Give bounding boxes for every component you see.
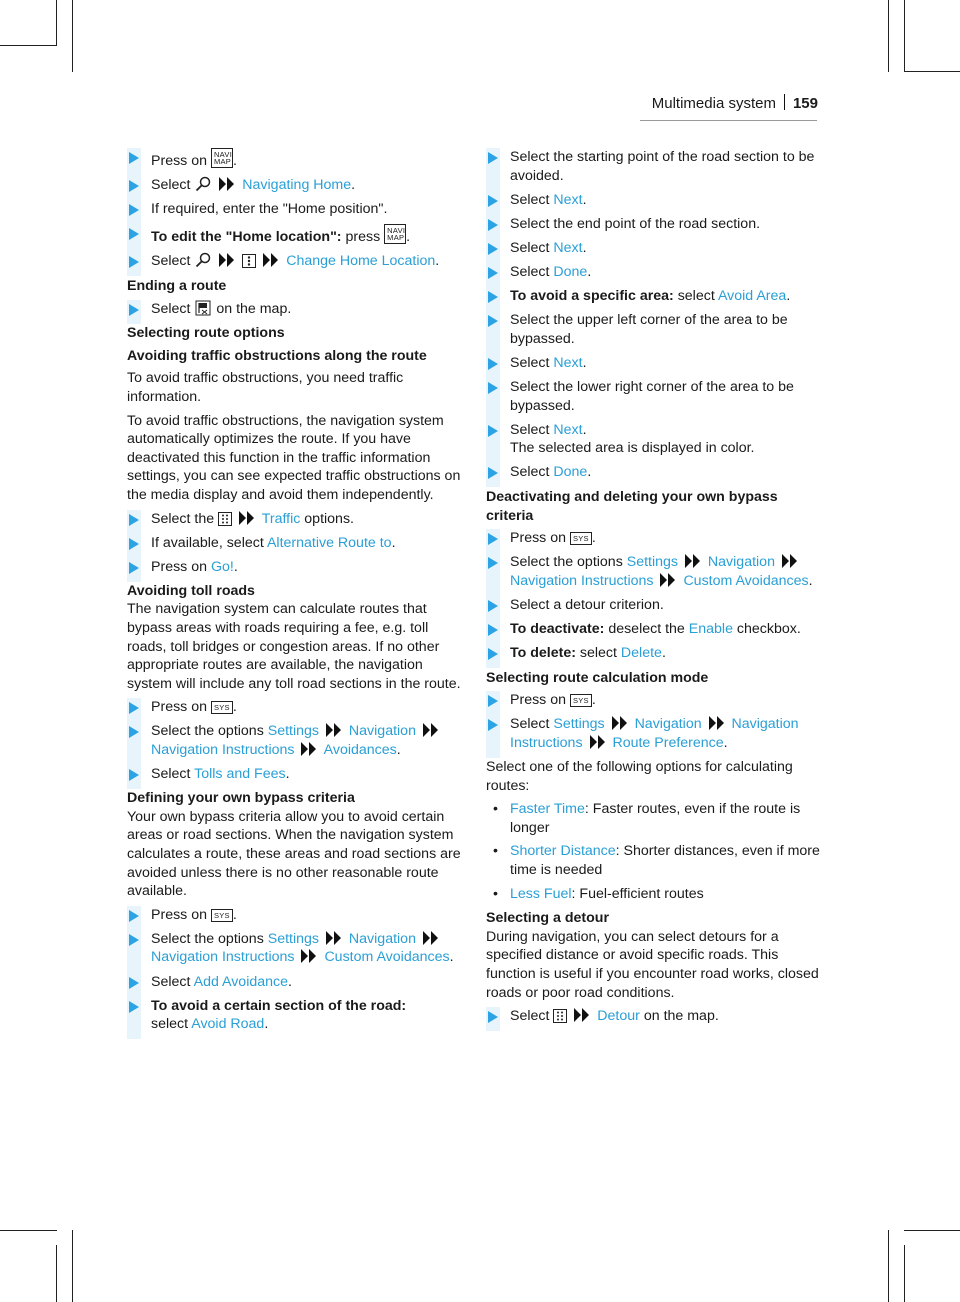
step: To avoid a specific area: select Avoid Area. (486, 287, 821, 306)
sys-key-icon: SYS (211, 909, 233, 922)
menu-item-link[interactable]: Next (553, 239, 583, 256)
step: Select the starting point of the road section to be avoided. (486, 148, 821, 185)
subsection-heading: Deactivating and deleting your own bypass criteria (486, 488, 778, 524)
step-arrow-icon (488, 152, 498, 164)
double-chevron-icon (781, 553, 799, 569)
crop-mark (0, 45, 57, 46)
crop-mark (888, 1230, 889, 1302)
menu-item-link[interactable]: Go! (210, 558, 234, 575)
menu-item-link[interactable]: Navigation Instructions (151, 742, 295, 759)
double-chevron-icon (708, 715, 726, 731)
step-arrow-icon (488, 600, 498, 612)
step: Select the end point of the road section. (486, 215, 821, 234)
step: To deactivate: deselect the Enable checkbox. (486, 620, 821, 639)
menu-item-link[interactable]: Done (553, 464, 588, 481)
left-column (127, 148, 462, 1039)
section-heading: Selecting route options (127, 325, 285, 342)
step-arrow-icon (129, 1001, 139, 1013)
step: If available, select Alternative Route to. (127, 534, 462, 553)
step: Select the options Settings Navigation Navigation Instructions Avoidances. (127, 722, 462, 759)
double-chevron-icon (218, 176, 236, 192)
step-arrow-icon (488, 315, 498, 327)
step-arrow-icon (129, 256, 139, 268)
sys-key-icon: SYS (570, 532, 592, 545)
menu-item-link[interactable]: Next (553, 421, 583, 438)
double-chevron-icon (300, 948, 318, 964)
menu-item-link[interactable]: Navigating Home (242, 177, 352, 194)
step-arrow-icon (488, 624, 498, 636)
list-item: • Faster Time: Faster routes, even if the route is longer (493, 801, 801, 836)
search-icon (195, 252, 211, 268)
menu-item-link[interactable]: Enable (688, 620, 733, 637)
step: Select Next. (486, 191, 821, 210)
step-arrow-icon (129, 514, 139, 526)
crop-mark (0, 1230, 57, 1231)
more-options-icon (242, 254, 256, 268)
subsection-heading: Avoiding toll roads (127, 582, 255, 599)
step-arrow-icon (129, 910, 139, 922)
double-chevron-icon (325, 722, 343, 738)
list-item: • Shorter Distance: Shorter distances, even if more time is needed (493, 843, 820, 878)
step-arrow-icon (488, 695, 498, 707)
menu-item-link[interactable]: Settings (553, 716, 605, 733)
step: Select Add Avoidance. (127, 973, 462, 992)
step-arrow-icon (488, 219, 498, 231)
step-arrow-icon (488, 382, 498, 394)
menu-item-link[interactable]: Avoid Area (717, 288, 787, 305)
step: Select Done. (486, 463, 821, 482)
step: Select the options Settings Navigation Navigation Instructions Custom Avoidances. (127, 930, 462, 967)
menu-item-link[interactable]: Navigation (348, 930, 416, 947)
paragraph: During navigation, you can select detours for a specified distance or avoid specific roads. This function is useful if you encounter road works, closed roads or poor road conditions. (486, 928, 819, 1001)
step-arrow-icon (488, 243, 498, 255)
step: Press on SYS . (486, 529, 821, 548)
double-chevron-icon (573, 1007, 591, 1023)
grid-menu-icon (218, 512, 232, 526)
subsection-heading: Selecting route calculation mode (486, 669, 709, 686)
bullet-dot-icon: • (493, 801, 498, 818)
menu-item-link[interactable]: Next (553, 191, 583, 208)
step-arrow-icon (129, 152, 139, 164)
step-arrow-icon (129, 538, 139, 550)
step: Select Next. (486, 354, 821, 373)
step-arrow-icon (488, 195, 498, 207)
step-arrow-icon (488, 291, 498, 303)
menu-item-link[interactable]: Settings (267, 723, 320, 740)
crop-mark (904, 1230, 960, 1231)
double-chevron-icon (300, 741, 318, 757)
section-title: Multimedia system (651, 95, 776, 112)
crop-mark (904, 71, 960, 72)
sys-key-icon: SYS (211, 701, 233, 714)
step-arrow-icon (488, 425, 498, 437)
menu-item-link[interactable]: Route Preference (612, 734, 724, 751)
step: Select Navigating Home. (127, 176, 462, 195)
paragraph: Select one of the following options for calculating routes: (486, 759, 793, 794)
crop-mark (904, 1245, 905, 1302)
menu-item-link[interactable]: Navigation Instructions (510, 716, 799, 751)
step: Select Next. (486, 239, 821, 258)
menu-item-link[interactable]: Navigation Instructions (510, 572, 654, 589)
step: Select Done. (486, 263, 821, 282)
double-chevron-icon (659, 572, 677, 588)
menu-item-link[interactable]: Done (553, 263, 588, 280)
step-arrow-icon (129, 977, 139, 989)
menu-item-link[interactable]: Avoidances (323, 742, 397, 759)
double-chevron-icon (218, 252, 236, 268)
step: To edit the "Home location": press NAVI MAP . (127, 224, 462, 247)
sys-key-icon: SYS (570, 694, 592, 707)
list-item: • Less Fuel: Fuel-efficient routes (493, 885, 704, 902)
step: Select a detour criterion. (486, 596, 821, 615)
bullet-dot-icon: • (493, 885, 498, 902)
step: Select Next. The selected area is displayed in color. (486, 421, 821, 458)
end-route-flag-icon (195, 300, 211, 316)
menu-item-link[interactable]: Custom Avoidances (683, 572, 809, 589)
menu-item-link[interactable]: Detour (597, 1008, 640, 1025)
menu-item-link[interactable]: Settings (626, 554, 679, 571)
crop-mark (56, 0, 57, 46)
step: Press on NAVI MAP . (127, 148, 462, 171)
menu-item-link[interactable]: Navigation (707, 554, 775, 571)
step: Press on SYS . (127, 906, 462, 925)
option-link[interactable]: Faster Time (510, 801, 585, 818)
step: Select Tolls and Fees. (127, 765, 462, 784)
crop-mark (56, 1245, 57, 1302)
step-arrow-icon (129, 702, 139, 714)
step: Select Detour on the map. (486, 1007, 821, 1026)
menu-item-link[interactable]: Navigation (348, 723, 416, 740)
header-rule (640, 120, 817, 121)
step-arrow-icon (488, 467, 498, 479)
subsection-heading: Selecting a detour (486, 910, 609, 927)
bullet-dot-icon: • (493, 843, 498, 860)
step-arrow-icon (129, 204, 139, 216)
menu-item-link[interactable]: Next (553, 354, 583, 371)
page-header (652, 94, 818, 112)
step: Press on Go!. (127, 558, 462, 577)
step-arrow-icon (488, 648, 498, 660)
step-arrow-icon (129, 180, 139, 192)
header-separator (784, 94, 785, 110)
double-chevron-icon (238, 510, 256, 526)
menu-item-link[interactable]: Custom Avoidances (324, 949, 450, 966)
double-chevron-icon (589, 734, 607, 750)
grid-menu-icon (553, 1009, 567, 1023)
step-arrow-icon (488, 557, 498, 569)
step-arrow-icon (488, 719, 498, 731)
menu-item-link[interactable]: Add Avoidance (193, 973, 289, 990)
step-arrow-icon (488, 358, 498, 370)
step: Select the Traffic options. (127, 510, 462, 529)
crop-mark (72, 0, 73, 72)
step: To avoid a certain section of the road: select Avoid Road. (127, 997, 462, 1034)
double-chevron-icon (422, 722, 440, 738)
right-column (486, 148, 821, 1031)
step-arrow-icon (488, 1011, 498, 1023)
menu-item-link[interactable]: Change Home Location (286, 253, 436, 270)
option-link[interactable]: Shorter Distance (510, 843, 616, 860)
step-arrow-icon (488, 533, 498, 545)
section-heading: Ending a route (127, 277, 227, 294)
paragraph: To avoid traffic obstructions, the navigation system automatically optimizes the route. If you have deactivated this function in the traffic information settings, you can see expected traffic obstructions on the media display and avoid them independently. (127, 412, 461, 503)
menu-item-link[interactable]: Alternative Route to (266, 534, 392, 551)
subsection-heading: Defining your own bypass criteria (127, 790, 355, 807)
step-arrow-icon (129, 726, 139, 738)
step: Press on SYS . (127, 698, 462, 717)
menu-item-link[interactable]: Settings (267, 930, 320, 947)
menu-item-link[interactable]: Traffic (261, 510, 301, 527)
step: If required, enter the "Home position". (127, 200, 462, 219)
step: To delete: select Delete. (486, 644, 821, 663)
step-arrow-icon (129, 562, 139, 574)
paragraph: To avoid traffic obstructions, you need traffic information. (127, 370, 404, 405)
menu-item-link[interactable]: Delete (620, 645, 662, 662)
option-link[interactable]: Less Fuel (510, 885, 572, 902)
menu-item-link[interactable]: Navigation Instructions (151, 949, 295, 966)
step-arrow-icon (129, 769, 139, 781)
menu-item-link[interactable]: Tolls and Fees (194, 766, 286, 783)
step-arrow-icon (129, 228, 139, 240)
double-chevron-icon (684, 553, 702, 569)
step-arrow-icon (129, 934, 139, 946)
double-chevron-icon (325, 930, 343, 946)
step: Select the lower right corner of the area to be bypassed. (486, 378, 821, 415)
crop-mark (888, 0, 889, 72)
double-chevron-icon (611, 715, 629, 731)
double-chevron-icon (262, 252, 280, 268)
step-arrow-icon (488, 267, 498, 279)
search-icon (195, 176, 211, 192)
paragraph: Your own bypass criteria allow you to avoid certain areas or road sections. When the navigation system calculates a route, these areas and road sections are avoided unless there is no other reasonable route available. (127, 808, 461, 900)
menu-item-link[interactable]: Avoid Road (191, 1016, 265, 1033)
step: Select Change Home Location. (127, 252, 462, 271)
step: Select on the map. (127, 300, 462, 319)
step: Press on SYS . (486, 691, 821, 710)
crop-mark (72, 1230, 73, 1302)
step: Select Settings Navigation Navigation Instructions Route Preference. (486, 715, 821, 752)
navi-map-key-icon: NAVI MAP (384, 224, 406, 244)
crop-mark (904, 0, 905, 72)
step-arrow-icon (129, 304, 139, 316)
step: Select the options Settings Navigation Navigation Instructions Custom Avoidances. (486, 553, 821, 590)
subsection-heading: Avoiding traffic obstructions along the route (127, 347, 427, 364)
step: Select the upper left corner of the area to be bypassed. (486, 311, 821, 348)
menu-item-link[interactable]: Navigation (634, 716, 702, 733)
page-number: 159 (792, 95, 818, 112)
paragraph: The navigation system can calculate routes that bypass areas with roads requiring a fee, e.g. toll roads, toll bridges or congestion areas. If no other appropriate routes are available, the navigation system will include any toll road sections in the route. (127, 601, 461, 692)
navi-map-key-icon: NAVI MAP (211, 148, 233, 168)
double-chevron-icon (422, 930, 440, 946)
